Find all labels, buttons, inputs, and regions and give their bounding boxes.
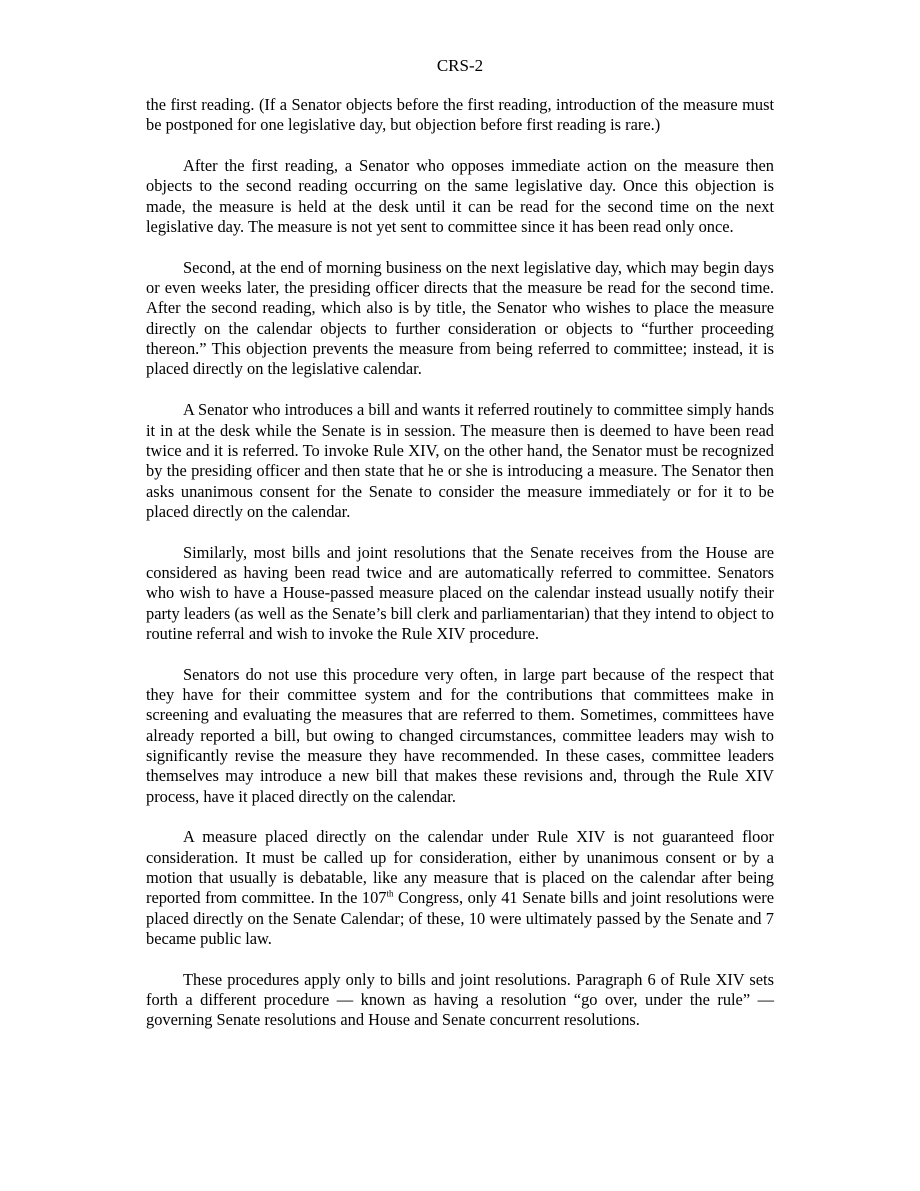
- document-page: [146, 56, 774, 1051]
- paragraph-continued: the first reading. (If a Senator objects before the first reading, introduction of the measure must be postponed for one legislative day, but objection before first reading is rare.): [146, 95, 774, 135]
- paragraph-second-reading: Second, at the end of morning business on the next legislative day, which may begin days or even weeks later, the presiding officer directs that the measure be read for the second time. After the second reading, which also is by title, the Senator who wishes to place the measure directly on the calendar objects to further consideration or objects to “further proceeding thereon.” This objection prevents the measure from being referred to committee; instead, it is placed directly on the legislative calendar.: [146, 257, 774, 379]
- paragraph-introduction-process: A Senator who introduces a bill and wants it referred routinely to committee simply hands it in at the desk while the Senate is in session. The measure then is deemed to have been read twice and it is referred. To invoke Rule XIV, on the other hand, the Senator must be recognized by the presiding officer and then state that he or she is introducing a measure. The Senator then asks unanimous consent for the Senate to consider the measure immediately or for it to be placed directly on the calendar.: [146, 400, 774, 521]
- paragraph-other-resolutions: These procedures apply only to bills and joint resolutions. Paragraph 6 of Rule XIV sets forth a different procedure — known as having a resolution “go over, under the rule” — governing Senate resolutions and House and Senate concurrent resolutions.: [146, 969, 774, 1030]
- paragraph-calendar-text-before: A measure placed directly on the calendar under Rule XIV is not guaranteed floor consideration. It must be called up for consideration, either by unanimous consent or by a motion that usually is debatable, like any measure that is placed on the calendar after being reported from committee. In the 107: [146, 827, 774, 908]
- paragraph-house-measures: Similarly, most bills and joint resolutions that the Senate receives from the House are considered as having been read twice and are automatically referred to committee. Senators who wish to have a House-passed measure placed on the calendar instead usually notify their party leaders (as well as the Senate’s bill clerk and parliamentarian) that they intend to object to routine referral and wish to invoke the Rule XIV procedure.: [146, 542, 774, 643]
- paragraph-first-reading-objection: After the first reading, a Senator who opposes immediate action on the measure then objects to the second reading occurring on the same legislative day. Once this objection is made, the measure is held at the desk until it can be read for the second time on the next legislative day. The measure is not yet sent to committee since it has been read only once.: [146, 156, 774, 237]
- page-header: CRS-2: [436, 56, 484, 75]
- paragraph-procedure-usage: Senators do not use this procedure very often, in large part because of the respect that they have for their committee system and for the contributions that committees make in screening and evaluating the measures that are referred to them. Sometimes, committees have already reported a bill, but owing to changed circumstances, committee leaders may wish to significantly revise the measure they have recommended. In these cases, committee leaders themselves may introduce a new bill that makes these revisions and, through the Rule XIV process, have it placed directly on the calendar.: [146, 664, 774, 806]
- ordinal-superscript: th: [386, 888, 394, 899]
- paragraph-calendar-text-after: Congress, only 41 Senate bills and joint resolutions were placed directly on the Senate Calendar; of these, 10 were ultimately passed by the Senate and 7 became public law.: [146, 888, 775, 949]
- paragraph-calendar-consideration: [146, 827, 774, 949]
